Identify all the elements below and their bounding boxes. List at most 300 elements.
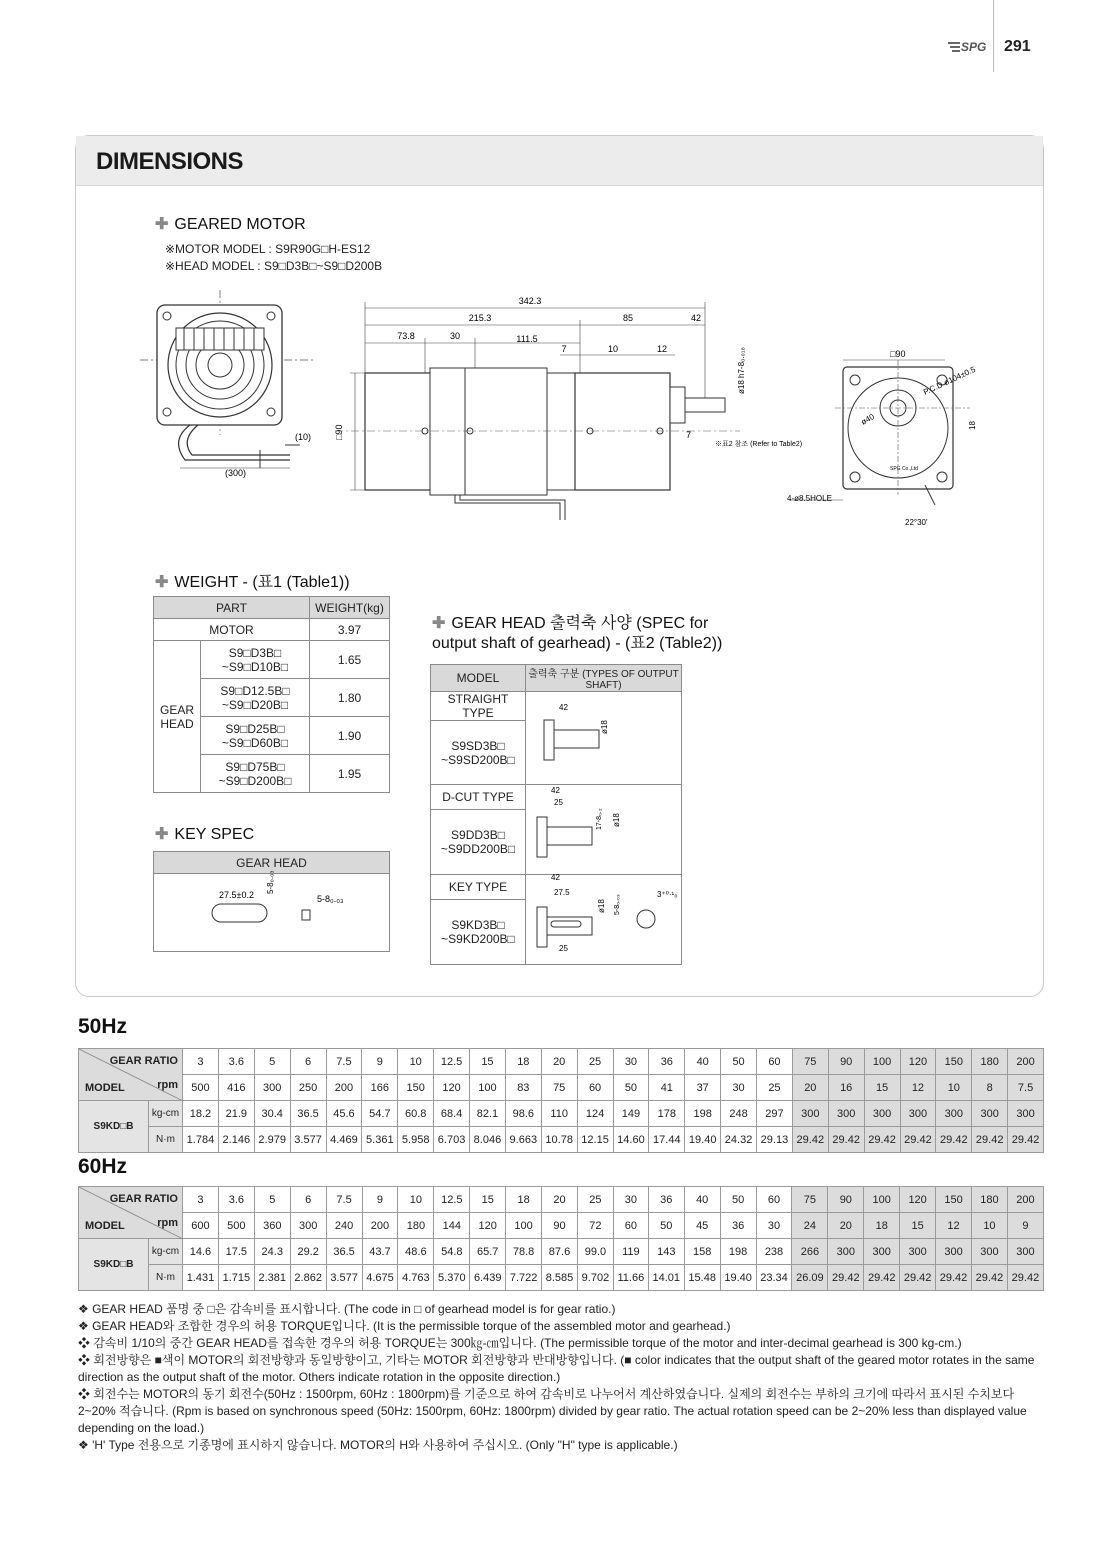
rpm-cell: 75 (541, 1075, 577, 1101)
gear-ratio-label: GEAR RATIO (109, 1193, 178, 1205)
rpm-cell: 120 (470, 1213, 506, 1239)
rpm-cell: 200 (326, 1075, 362, 1101)
m2: ~S9SD200B□ (441, 752, 515, 767)
ratio-cell: 150 (936, 1187, 972, 1213)
gear-head-spec-title-1: GEAR HEAD 출력축 사양 (SPEC for (451, 615, 709, 632)
kgcm-cell: 78.8 (506, 1239, 542, 1265)
kgcm-cell: 300 (936, 1101, 972, 1127)
nm-cell: 14.60 (613, 1127, 649, 1153)
ratio-cell: 3.6 (218, 1187, 254, 1213)
ratio-cell: 10 (398, 1187, 434, 1213)
ratio-cell: 20 (542, 1187, 578, 1213)
weight-row-label (201, 717, 310, 755)
head-model-note: ※HEAD MODEL : S9□D3B□~S9□D200B (165, 259, 383, 273)
row-l1: S9□D25B□ (225, 721, 285, 736)
nm-cell: 29.42 (1008, 1127, 1044, 1153)
key-dim-1: 27.5±0.2 (218, 890, 254, 900)
kgcm-cell: 198 (720, 1239, 756, 1265)
nm-cell: 1.431 (183, 1265, 219, 1291)
gear-ratio-label: GEAR RATIO (109, 1055, 178, 1067)
nm-cell: 29.42 (864, 1265, 900, 1291)
dim-18: 18 (968, 421, 977, 430)
weight-header-weight: WEIGHT(kg) (310, 597, 390, 619)
rpm-cell: 180 (398, 1213, 434, 1239)
rpm-cell: 240 (326, 1213, 362, 1239)
panel-header (76, 136, 1043, 186)
ratio-cell: 150 (936, 1049, 972, 1075)
kgcm-cell: 18.2 (183, 1101, 219, 1127)
ratio-cell: 200 (1008, 1049, 1044, 1075)
rpm-cell: 8 (972, 1075, 1008, 1101)
ratio-cell: 40 (685, 1049, 721, 1075)
weight-row-label (201, 641, 310, 679)
kgcm-cell: 300 (1007, 1239, 1043, 1265)
dim-215: 215.3 (468, 313, 492, 323)
rpm-cell: 90 (542, 1213, 578, 1239)
dcut-shaft-drawing (529, 785, 679, 871)
kgcm-cell: 300 (828, 1239, 864, 1265)
ratio-cell: 50 (721, 1049, 757, 1075)
weight-title: WEIGHT - (표1 (Table1)) (174, 574, 350, 591)
row-l2: ~S9□D200B□ (218, 773, 292, 788)
key-dim-2: 5-8₀.₀₃ (265, 870, 275, 894)
nm-cell: 23.34 (756, 1265, 792, 1291)
nm-cell: 7.722 (506, 1265, 542, 1291)
rpm-cell: 15 (864, 1075, 900, 1101)
rpm-cell: 12 (900, 1075, 936, 1101)
nm-cell: 5.370 (434, 1265, 470, 1291)
kgcm-cell: 45.6 (326, 1101, 362, 1127)
dim-342: 342.3 (518, 296, 542, 306)
rpm-cell: 24 (792, 1213, 828, 1239)
kgcm-cell: 54.7 (362, 1101, 398, 1127)
nm-cell: 10.78 (541, 1127, 577, 1153)
kgcm-cell: 297 (757, 1101, 793, 1127)
gh-key-type: KEY TYPE (431, 875, 526, 900)
rpm-cell: 16 (828, 1075, 864, 1101)
key-spec-title: KEY SPEC (174, 826, 255, 843)
nm-cell: 29.13 (757, 1127, 793, 1153)
ratio-cell: 180 (972, 1049, 1008, 1075)
key-dim-3: 5-8₀.₀₃ (316, 894, 344, 904)
header-divider (993, 0, 994, 72)
dim-12: 12 (656, 344, 668, 354)
ratio-cell: 5 (254, 1187, 290, 1213)
rpm-label: rpm (157, 1079, 178, 1091)
rpm-cell: 36 (720, 1213, 756, 1239)
nm-cell: 4.763 (398, 1265, 434, 1291)
rpm-cell: 41 (649, 1075, 685, 1101)
dim-85: 85 (622, 313, 634, 323)
weight-row-label (201, 755, 310, 793)
ratio-cell: 25 (577, 1049, 613, 1075)
rpm-cell: 10 (936, 1075, 972, 1101)
rpm-cell: 360 (254, 1213, 290, 1239)
kgcm-cell: 300 (1008, 1101, 1044, 1127)
rpm-cell: 120 (434, 1075, 470, 1101)
kgcm-cell: 14.6 (183, 1239, 219, 1265)
weight-row-value: 1.95 (310, 755, 390, 793)
plus-icon: ✚ (155, 574, 169, 591)
kgcm-cell: 124 (577, 1101, 613, 1127)
note-item: ❖ GEAR HEAD와 조합한 경우의 허용 TORQUE입니다. (It is the permissible torque of the assembled motor and gearhead.) (78, 1319, 731, 1333)
weight-row-label (201, 679, 310, 717)
dcut-dim-4: ø18 (611, 813, 621, 827)
ratio-cell: 3 (183, 1049, 219, 1075)
rpm-cell: 300 (290, 1213, 326, 1239)
ratio-cell: 7.5 (326, 1049, 362, 1075)
kgcm-cell: 99.0 (577, 1239, 613, 1265)
model-label: MODEL (85, 1082, 125, 1094)
ratio-cell: 90 (828, 1187, 864, 1213)
rpm-cell: 50 (648, 1213, 684, 1239)
plus-icon: ✚ (155, 216, 169, 233)
key-shaft-dim-5: 3⁺⁰·¹₀ (656, 890, 678, 899)
weight-gear-head-label (154, 641, 201, 793)
hz50-table (78, 1048, 1044, 1153)
nm-cell: 4.469 (326, 1127, 362, 1153)
kgcm-cell: 266 (792, 1239, 828, 1265)
key-shaft-drawing (529, 875, 679, 961)
ratio-cell: 36 (648, 1187, 684, 1213)
nm-cell: 29.42 (900, 1265, 936, 1291)
ratio-cell: 30 (613, 1049, 649, 1075)
weight-motor-value: 3.97 (310, 619, 390, 641)
geared-motor-heading (155, 214, 306, 234)
kgcm-cell: 158 (684, 1239, 720, 1265)
kgcm-cell: 36.5 (290, 1101, 326, 1127)
kgcm-cell: 68.4 (434, 1101, 470, 1127)
rpm-cell: 25 (757, 1075, 793, 1101)
kgcm-label: kg-cm (149, 1239, 183, 1265)
gh-header-model: MODEL (431, 665, 526, 692)
nm-label: N·m (149, 1265, 183, 1291)
panel-title: DIMENSIONS (96, 148, 244, 175)
gear-head-spec-title-2: output shaft of gearhead) - (표2 (Table2)) (432, 635, 723, 652)
rpm-cell: 37 (685, 1075, 721, 1101)
note-item: ❖ 회전수는 MOTOR의 동기 회전수(50Hz : 1500rpm, 60Hz : 1800rpm)를 기준으로 하여 감속비로 나누어서 계산하였습니다. 실제의 회전수는 부하의 크기에 따라서 표시된 수치보다 2~20% 적습니다. (Rpm is based on synchronous speed (50Hz: 1500rpm, 60Hz: 1800rpm) divided by gear ratio. The actual rotation speed can be 2~20% less than displayed value depending on the load.) (78, 1387, 1027, 1435)
rpm-cell: 7.5 (1008, 1075, 1044, 1101)
note-item: ❖ 회전방향은 ■색이 MOTOR의 회전방향과 동일방향이고, 기타는 MOTOR 회전방향과 반대방향입니다. (■ color indicates that the output shaft of the geared motor rotates in the same direction as the output shaft of the motor. Others indicate rotation in the opposite direction.) (78, 1353, 1035, 1384)
m2: ~S9DD200B□ (440, 841, 516, 856)
nm-cell: 29.42 (900, 1127, 936, 1153)
note-item: ❖ 감속비 1/10의 중간 GEAR HEAD를 접속한 경우의 허용 TORQUE는 300㎏-㎝입니다. (The permissible torque of the motor and inter-decimal gearhead is 300 kg-cm.) (78, 1336, 962, 1350)
rpm-cell: 500 (183, 1075, 219, 1101)
rpm-cell: 12 (936, 1213, 972, 1239)
nm-cell: 6.439 (470, 1265, 506, 1291)
kgcm-cell: 36.5 (326, 1239, 362, 1265)
motor-front-view-drawing (787, 345, 977, 530)
straight-dim-1: 42 (558, 702, 568, 712)
gh-straight-model (431, 721, 526, 785)
m1: S9SD3B□ (451, 738, 505, 753)
row-l1: S9□D12.5B□ (220, 683, 290, 698)
plus-icon: ✚ (155, 826, 169, 843)
kgcm-cell: 48.6 (398, 1239, 434, 1265)
key-shaft-dim-2: 27.5 (553, 888, 570, 897)
ratio-cell: 7.5 (326, 1187, 362, 1213)
key-spec-heading (155, 824, 254, 844)
ratio-cell: 60 (757, 1049, 793, 1075)
row-l1: S9□D75B□ (225, 759, 285, 774)
ratio-cell: 120 (900, 1049, 936, 1075)
gh-dcut-type: D-CUT TYPE (431, 785, 526, 810)
nm-cell: 4.675 (362, 1265, 398, 1291)
nm-cell: 3.577 (326, 1265, 362, 1291)
ratio-cell: 36 (649, 1049, 685, 1075)
nm-cell: 11.66 (613, 1265, 648, 1291)
plus-icon: ✚ (432, 615, 446, 632)
ratio-cell: 50 (720, 1187, 756, 1213)
key-spec-table (153, 851, 390, 952)
nm-cell: 29.42 (972, 1127, 1008, 1153)
kgcm-cell: 17.5 (218, 1239, 254, 1265)
ratio-cell: 75 (792, 1187, 828, 1213)
ratio-cell: 15 (470, 1049, 506, 1075)
rpm-cell: 60 (613, 1213, 648, 1239)
dim-angle: 22°30' (905, 518, 928, 527)
rpm-cell: 250 (290, 1075, 326, 1101)
gear-head-spec-heading (432, 614, 722, 654)
key-shaft-dim-1: 42 (550, 873, 560, 882)
row-l1: S9□D3B□ (228, 645, 282, 660)
dim-d40: ø40 (859, 412, 876, 427)
nm-cell: 5.958 (398, 1127, 434, 1153)
rpm-cell: 166 (362, 1075, 398, 1101)
key-spec-header: GEAR HEAD (154, 852, 390, 874)
nm-cell: 29.42 (936, 1265, 972, 1291)
nm-cell: 29.42 (828, 1127, 864, 1153)
rpm-row (79, 1213, 1044, 1239)
kgcm-cell: 98.6 (505, 1101, 541, 1127)
kgcm-cell: 300 (972, 1101, 1008, 1127)
ratio-cell: 12.5 (434, 1049, 470, 1075)
gear-ratio-row (79, 1187, 1044, 1213)
gear-label: GEAR (159, 702, 194, 717)
dim-111: 111.5 (516, 334, 538, 344)
kgcm-cell: 30.4 (254, 1101, 290, 1127)
nm-row (79, 1127, 1044, 1153)
ratio-cell: 30 (613, 1187, 648, 1213)
rpm-cell: 500 (218, 1213, 254, 1239)
kgcm-cell: 300 (864, 1101, 900, 1127)
nm-cell: 2.146 (218, 1127, 254, 1153)
weight-motor-label: MOTOR (154, 619, 310, 641)
ratio-cell: 180 (971, 1187, 1007, 1213)
rpm-cell: 20 (792, 1075, 828, 1101)
weight-table (153, 596, 390, 793)
motor-model-note: ※MOTOR MODEL : S9R90G□H-ES12 (165, 242, 371, 256)
rpm-cell: 100 (470, 1075, 506, 1101)
gh-straight-drawing-cell (526, 692, 682, 785)
dcut-dim-3: 17-8₀.₂ (595, 808, 603, 830)
dim-pcd: P.C.D ø104±0.5 (922, 364, 977, 397)
nm-cell: 15.48 (684, 1265, 720, 1291)
nm-cell: 14.01 (648, 1265, 684, 1291)
ratio-cell: 9 (362, 1187, 398, 1213)
rpm-cell: 10 (971, 1213, 1007, 1239)
nm-cell: 29.42 (936, 1127, 972, 1153)
ratio-cell: 12.5 (434, 1187, 470, 1213)
kgcm-cell: 149 (613, 1101, 649, 1127)
dim-73: 73.8 (397, 331, 415, 341)
nm-cell: 19.40 (720, 1265, 756, 1291)
weight-header-part: PART (154, 597, 310, 619)
ratio-cell: 6 (290, 1187, 326, 1213)
model-cell: S9KD□B (79, 1101, 149, 1153)
rpm-cell: 200 (362, 1213, 398, 1239)
hz60-table (78, 1186, 1044, 1291)
dim-sq90: □90 (334, 424, 344, 440)
gear-head-spec-table (430, 664, 682, 965)
dim-30: 30 (449, 331, 461, 341)
nm-cell: 29.42 (971, 1265, 1007, 1291)
gear-ratio-row (79, 1049, 1044, 1075)
note-item: ❖ 'H' Type 전용으로 기종명에 표시하지 않습니다. MOTOR의 H와 사용하여 주십시오. (Only "H" type is applicable.) (78, 1438, 678, 1452)
nm-cell: 5.361 (362, 1127, 398, 1153)
nm-cell: 29.42 (792, 1127, 828, 1153)
rpm-cell: 20 (828, 1213, 864, 1239)
dim-7b: 7 (686, 430, 692, 440)
head-label: HEAD (160, 716, 194, 731)
rpm-cell: 30 (756, 1213, 792, 1239)
gear-ratio-header-cell (79, 1187, 183, 1239)
kgcm-cell: 54.8 (434, 1239, 470, 1265)
nm-cell: 12.15 (577, 1127, 613, 1153)
rpm-cell: 83 (505, 1075, 541, 1101)
nm-cell: 2.381 (254, 1265, 290, 1291)
kgcm-cell: 248 (721, 1101, 757, 1127)
ratio-cell: 10 (398, 1049, 434, 1075)
geared-motor-title: GEARED MOTOR (174, 216, 306, 233)
gear-ratio-header-cell (79, 1049, 183, 1101)
ratio-cell: 40 (684, 1187, 720, 1213)
kgcm-cell: 238 (756, 1239, 792, 1265)
nm-row (79, 1265, 1044, 1291)
kgcm-cell: 300 (792, 1101, 828, 1127)
rpm-cell: 45 (684, 1213, 720, 1239)
kgcm-cell: 87.6 (542, 1239, 578, 1265)
svg-text:SPG: SPG (961, 40, 987, 54)
ratio-cell: 200 (1007, 1187, 1043, 1213)
nm-cell: 9.663 (505, 1127, 541, 1153)
key-spec-drawing (157, 870, 387, 948)
dcut-dim-2: 25 (553, 798, 563, 807)
dim-300: (300) (225, 468, 247, 478)
nm-cell: 29.42 (1007, 1265, 1043, 1291)
ratio-cell: 20 (541, 1049, 577, 1075)
motor-rear-view-drawing (140, 290, 320, 490)
nm-cell: 17.44 (649, 1127, 685, 1153)
nm-cell: 24.32 (721, 1127, 757, 1153)
dim-ref-note: ※표2 참조 (Refer to Table2) (715, 441, 803, 448)
ratio-cell: 90 (828, 1049, 864, 1075)
nm-cell: 8.585 (542, 1265, 578, 1291)
rpm-cell: 15 (900, 1213, 936, 1239)
straight-dim-2: ø18 (599, 719, 609, 734)
rpm-label: rpm (157, 1217, 178, 1229)
rpm-cell: 100 (506, 1213, 542, 1239)
gh-dcut-model (431, 809, 526, 874)
gh-key-drawing-cell (526, 875, 682, 965)
kgcm-cell: 300 (900, 1239, 936, 1265)
ratio-cell: 6 (290, 1049, 326, 1075)
dim-7: 7 (561, 344, 567, 354)
ratio-cell: 5 (254, 1049, 290, 1075)
rpm-cell: 416 (218, 1075, 254, 1101)
kgcm-cell: 82.1 (470, 1101, 506, 1127)
row-l2: ~S9□D10B□ (221, 659, 289, 674)
kgcm-cell: 119 (613, 1239, 648, 1265)
key-shaft-dim-4: 5-8₀.₀₃ (613, 894, 621, 915)
motor-side-view-drawing (330, 290, 803, 525)
kgcm-cell: 300 (828, 1101, 864, 1127)
kgcm-cell: 300 (900, 1101, 936, 1127)
nm-cell: 1.784 (183, 1127, 219, 1153)
weight-row-value: 1.90 (310, 717, 390, 755)
hz60-title: 60Hz (78, 1155, 128, 1178)
dim-hole: 4-ø8.5HOLE (787, 494, 832, 503)
m2: ~S9KD200B□ (441, 931, 515, 946)
ratio-cell: 100 (864, 1187, 900, 1213)
page-number: 291 (1004, 38, 1031, 55)
dcut-dim-1: 42 (550, 786, 560, 795)
ratio-cell: 3 (183, 1187, 219, 1213)
rpm-cell: 18 (864, 1213, 900, 1239)
rpm-cell: 50 (613, 1075, 649, 1101)
kgcm-cell: 110 (541, 1101, 577, 1127)
weight-row-value: 1.80 (310, 679, 390, 717)
rpm-cell: 150 (398, 1075, 434, 1101)
rpm-cell: 60 (577, 1075, 613, 1101)
ratio-cell: 75 (792, 1049, 828, 1075)
hz50-title: 50Hz (78, 1015, 128, 1038)
rpm-cell: 300 (254, 1075, 290, 1101)
ratio-cell: 18 (506, 1187, 542, 1213)
dim-shaft: ø18 h7-8₀.₀₁₈ (737, 347, 746, 394)
rpm-cell: 30 (721, 1075, 757, 1101)
row-l2: ~S9□D60B□ (221, 735, 289, 750)
nm-cell: 19.40 (685, 1127, 721, 1153)
kgcm-cell: 143 (648, 1239, 684, 1265)
gh-header-types: 출력축 구분 (TYPES OF OUTPUT SHAFT) (526, 665, 682, 692)
kgcm-cell: 24.3 (254, 1239, 290, 1265)
rpm-cell: 144 (434, 1213, 470, 1239)
ratio-cell: 9 (362, 1049, 398, 1075)
ratio-cell: 120 (900, 1187, 936, 1213)
gh-key-model (431, 899, 526, 964)
nm-cell: 3.577 (290, 1127, 326, 1153)
nm-cell: 1.715 (218, 1265, 254, 1291)
rpm-cell: 9 (1007, 1213, 1043, 1239)
ratio-cell: 100 (864, 1049, 900, 1075)
flange-mark: SPG Co.,Ltd (890, 466, 919, 472)
nm-cell: 2.862 (290, 1265, 326, 1291)
ratio-cell: 3.6 (218, 1049, 254, 1075)
nm-cell: 8.046 (470, 1127, 506, 1153)
kgcm-cell: 43.7 (362, 1239, 398, 1265)
kgcm-cell: 300 (936, 1239, 972, 1265)
nm-cell: 9.702 (577, 1265, 613, 1291)
rpm-cell: 72 (577, 1213, 613, 1239)
note-item: ❖ GEAR HEAD 품명 중 □은 감속비를 표시합니다. (The code in □ of gearhead model is for gear ratio.) (78, 1302, 616, 1316)
weight-row-value: 1.65 (310, 641, 390, 679)
kgcm-cell: 178 (649, 1101, 685, 1127)
key-shaft-dim-3: ø18 (596, 899, 606, 913)
kgcm-cell: 198 (685, 1101, 721, 1127)
model-label: MODEL (85, 1220, 125, 1232)
kgcm-row (79, 1101, 1044, 1127)
